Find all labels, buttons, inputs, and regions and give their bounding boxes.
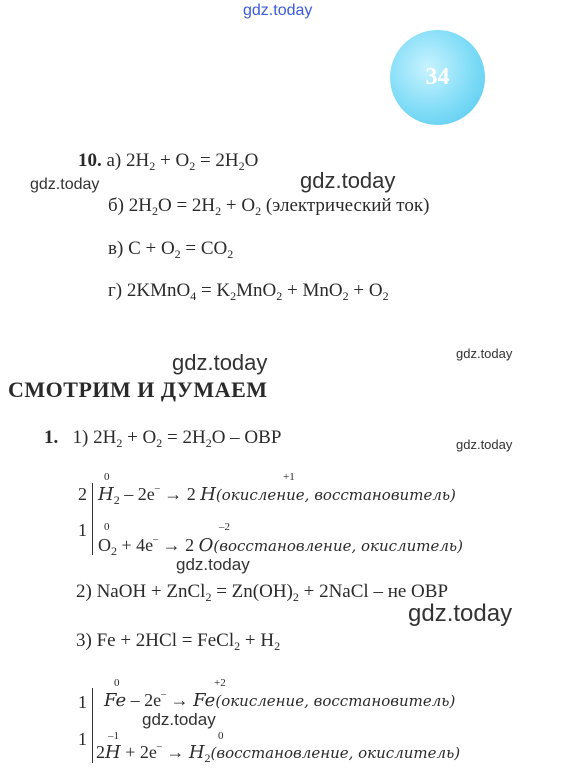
balance-coef: 1 bbox=[78, 692, 87, 712]
item-label: 1) bbox=[72, 427, 89, 448]
balance-coef: 1 bbox=[78, 520, 87, 540]
watermark: gdz.today bbox=[456, 346, 513, 361]
item-label: в) bbox=[108, 238, 124, 259]
task1-item1: 1. 1) $2H_2 + O_2 = 2H_2O$ – ОВР bbox=[44, 427, 282, 450]
oxidation-state: 0 bbox=[114, 677, 120, 689]
item-label: 3) bbox=[76, 630, 92, 651]
watermark: gdz.today bbox=[456, 437, 513, 452]
balance-coef: 1 bbox=[78, 729, 87, 749]
watermark: gdz.today bbox=[300, 168, 396, 193]
task-number: 10. bbox=[78, 150, 102, 171]
balance-coef: 2 bbox=[78, 484, 87, 504]
task1-item2: 2) NaOH + ZnCl$_2$ = $Zn(OH)_2$ + 2NaCl – не ОВР bbox=[76, 581, 449, 604]
balance-bar bbox=[92, 688, 93, 763]
section-heading: СМОТРИМ И ДУМАЕМ bbox=[8, 377, 268, 402]
item-label: г) bbox=[108, 280, 123, 301]
item-label: б) bbox=[108, 195, 124, 216]
half-reaction-note: (окисление, восстановитель) bbox=[215, 486, 456, 504]
task10-b: б) $2H_2O = 2H_2 + O_2$ (электрический ток) bbox=[108, 195, 430, 218]
half-reaction-note: (восстановление, окислитель) bbox=[210, 744, 461, 762]
half-reaction-oxidation: Fe – 2e– → Fe(окисление, восстановитель) bbox=[104, 689, 456, 711]
watermark: gdz.today bbox=[243, 2, 313, 19]
watermark: gdz.today bbox=[142, 710, 216, 729]
oxidation-state: +2 bbox=[214, 677, 226, 689]
task10-a: 10. а) $2H_2 + O_2 = 2H_2O$ bbox=[78, 150, 259, 173]
task10-v: в) $C + O_2 = CO_2$ bbox=[108, 238, 234, 261]
oxidation-state: +1 bbox=[283, 471, 295, 483]
task-number: 1. bbox=[44, 427, 59, 448]
oxidation-state: –1 bbox=[108, 730, 119, 742]
watermark: gdz.today bbox=[408, 600, 513, 627]
equation-suffix: – не ОВР bbox=[373, 581, 449, 602]
item-label: а) bbox=[106, 150, 122, 171]
half-reaction-reduction: $O_2 + 4e^- \to 2$ O(восстановление, окислитель) bbox=[98, 534, 463, 558]
equation-note: (электрический ток) bbox=[265, 195, 430, 216]
task10-g: г) 2KMnO$_4$ = $K_2MnO_2 + MnO_2 + O_2$ bbox=[108, 280, 389, 303]
oxidation-state: 0 bbox=[218, 730, 224, 742]
equation-suffix: – ОВР bbox=[230, 427, 282, 448]
watermark: gdz.today bbox=[30, 176, 100, 193]
item-label: 2) bbox=[76, 581, 92, 602]
oxidation-state: 0 bbox=[104, 471, 110, 483]
half-reaction-note: (окисление, восстановитель) bbox=[215, 692, 456, 710]
page-number: 34 bbox=[425, 64, 450, 90]
watermark: gdz.today bbox=[172, 350, 268, 375]
half-reaction-reduction: $2H + 2e^- \to H_2(восстановление$, окислитель) bbox=[96, 741, 461, 765]
half-reaction-oxidation: $H_2 - 2e^- \to 2$ H(окисление, восстановитель) bbox=[98, 483, 456, 507]
oxidation-state: 0 bbox=[104, 521, 110, 533]
task1-item3: 3) Fe + 2HCl = FeCl$_2$ + $H_2$ bbox=[76, 630, 281, 653]
half-reaction-note: (восстановление, окислитель) bbox=[213, 537, 463, 555]
oxidation-state: –2 bbox=[219, 521, 230, 533]
page-number-badge bbox=[390, 30, 485, 125]
watermark: gdz.today bbox=[176, 555, 250, 574]
balance-bar bbox=[92, 483, 93, 555]
